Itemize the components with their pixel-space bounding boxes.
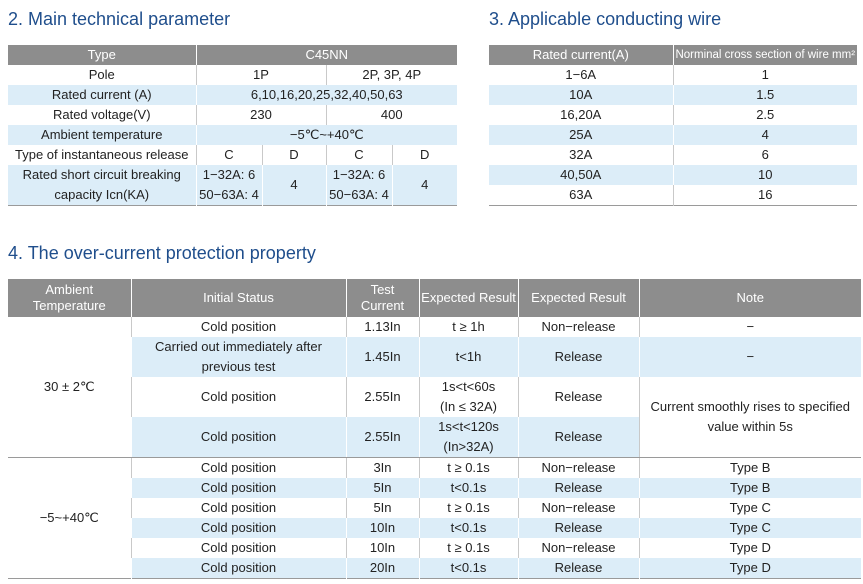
status-cell: Cold position (131, 317, 346, 337)
header-test-current (346, 279, 419, 317)
status-line1: Carried out immediately after (155, 339, 322, 354)
time-cell (419, 377, 518, 417)
type-value: C45NN (196, 45, 457, 65)
rated-current-label: Rated current (A) (8, 85, 196, 105)
note-line1: Current smoothly rises to specified (650, 399, 850, 414)
time-cell: t<0.1s (419, 478, 518, 498)
status-cell: Cold position (131, 538, 346, 558)
breaking-d-1: 4 (262, 165, 326, 206)
table-row (8, 317, 861, 337)
table-row (8, 105, 457, 125)
wire-section: 10 (673, 165, 857, 185)
table-row (8, 185, 457, 206)
current-cell: 1.45In (346, 337, 419, 377)
pole-label: Pole (8, 65, 196, 85)
ambient-value: −5℃~+40℃ (196, 125, 457, 145)
time-cell: t ≥ 1h (419, 317, 518, 337)
result-cell: Release (518, 377, 639, 417)
table-header-row (8, 45, 457, 65)
current-cell: 20In (346, 558, 419, 579)
result-cell: Release (518, 478, 639, 498)
table-row (8, 377, 861, 417)
current-cell: 2.55In (346, 377, 419, 417)
wire-current: 1−6A (489, 65, 673, 85)
wire-section: 1 (673, 65, 857, 85)
table-row (489, 85, 857, 105)
status-cell: Cold position (131, 478, 346, 498)
table-row (8, 337, 861, 377)
note-cell-smooth-rise (639, 377, 861, 458)
wire-current: 10A (489, 85, 673, 105)
table-row (489, 185, 857, 206)
wire-section: 6 (673, 145, 857, 165)
current-cell: 5In (346, 478, 419, 498)
status-cell: Cold position (131, 458, 346, 479)
result-cell: Release (518, 518, 639, 538)
time-cell: t<0.1s (419, 518, 518, 538)
wire-section: 4 (673, 125, 857, 145)
rated-voltage-value-1: 230 (196, 105, 326, 125)
breaking-label-1: Rated short circuit breaking (8, 165, 196, 185)
time-cell: t<1h (419, 337, 518, 377)
wire-current: 16,20A (489, 105, 673, 125)
table-row (8, 65, 457, 85)
time-cell (419, 417, 518, 458)
table-row (8, 538, 861, 558)
rated-voltage-label: Rated voltage(V) (8, 105, 196, 125)
time-line2: (In ≤ 32A) (440, 399, 497, 414)
result-cell: Non−release (518, 317, 639, 337)
time-cell: t ≥ 0.1s (419, 538, 518, 558)
status-cell: Cold position (131, 377, 346, 417)
header-ambient-line1: Ambient (45, 282, 94, 297)
breaking-d-2: 4 (392, 165, 457, 206)
result-cell: Non−release (518, 498, 639, 518)
note-cell: Type C (639, 498, 861, 518)
header-test-line1: Test (370, 282, 395, 297)
current-cell: 2.55In (346, 417, 419, 458)
release-c-2: C (326, 145, 392, 165)
wire-section: 1.5 (673, 85, 857, 105)
table-row (8, 145, 457, 165)
wire-current: 25A (489, 125, 673, 145)
result-cell: Release (518, 337, 639, 377)
wire-header-current: Rated current(A) (489, 45, 673, 65)
table-row (489, 65, 857, 85)
status-cell (131, 337, 346, 377)
table-row (8, 458, 861, 479)
release-label: Type of instantaneous release (8, 145, 196, 165)
current-cell: 10In (346, 538, 419, 558)
release-c-1: C (196, 145, 262, 165)
rated-voltage-value-2: 400 (326, 105, 457, 125)
result-cell: Non−release (518, 458, 639, 479)
current-cell: 3In (346, 458, 419, 479)
status-cell: Cold position (131, 498, 346, 518)
time-cell: t<0.1s (419, 558, 518, 579)
table-row (489, 105, 857, 125)
time-line2: (In>32A) (443, 439, 494, 454)
status-cell: Cold position (131, 518, 346, 538)
time-line1: 1s<t<60s (441, 379, 496, 394)
note-cell: Type C (639, 518, 861, 538)
status-cell: Cold position (131, 558, 346, 579)
table-row (489, 145, 857, 165)
status-cell: Cold position (131, 417, 346, 458)
ambient-range: −5~+40℃ (8, 458, 131, 579)
header-ambient-line2: Temperature (32, 298, 106, 313)
time-cell: t ≥ 0.1s (419, 498, 518, 518)
header-expected-time: Expected Result (419, 279, 518, 317)
table-row (8, 165, 457, 185)
pole-value-1: 1P (196, 65, 326, 85)
header-expected-result: Expected Result (518, 279, 639, 317)
note-cell: Type B (639, 458, 861, 479)
note-cell: Type B (639, 478, 861, 498)
time-cell: t ≥ 0.1s (419, 458, 518, 479)
breaking-c-1a: 1−32A: 6 (196, 165, 262, 185)
note-cell: − (639, 337, 861, 377)
header-ambient (8, 279, 131, 317)
header-test-line2: Current (360, 298, 405, 313)
wire-current: 40,50A (489, 165, 673, 185)
wire-current: 32A (489, 145, 673, 165)
result-cell: Release (518, 558, 639, 579)
wire-current: 63A (489, 185, 673, 206)
status-line2: previous test (201, 359, 276, 374)
table-row (8, 85, 457, 105)
overcurrent-protection-table (8, 279, 861, 579)
table-header-row (8, 279, 861, 317)
wire-header-section: Norminal cross section of wire mm² (673, 45, 857, 65)
section2-title: 2. Main technical parameter (8, 9, 231, 29)
release-d-1: D (262, 145, 326, 165)
time-line1: 1s<t<120s (438, 419, 499, 434)
note-line2: value within 5s (707, 419, 793, 434)
section3-title: 3. Applicable conducting wire (489, 9, 722, 29)
header-initial-status: Initial Status (131, 279, 346, 317)
result-cell: Release (518, 417, 639, 458)
conducting-wire-table (489, 45, 857, 206)
current-cell: 1.13In (346, 317, 419, 337)
ambient-30: 30 ± 2℃ (8, 317, 131, 458)
type-label: Type (8, 45, 196, 65)
wire-section: 16 (673, 185, 857, 206)
table-row (8, 125, 457, 145)
breaking-label-2: capacity Icn(KA) (8, 185, 196, 206)
table-row (8, 498, 861, 518)
header-note: Note (639, 279, 861, 317)
result-cell: Non−release (518, 538, 639, 558)
ambient-label: Ambient temperature (8, 125, 196, 145)
note-cell: Type D (639, 558, 861, 579)
breaking-c-1b: 50−63A: 4 (196, 185, 262, 206)
current-cell: 5In (346, 498, 419, 518)
table-row (8, 478, 861, 498)
section4-title: 4. The over-current protection property (8, 243, 316, 263)
table-header-row (489, 45, 857, 65)
wire-section: 2.5 (673, 105, 857, 125)
note-cell: − (639, 317, 861, 337)
current-cell: 10In (346, 518, 419, 538)
pole-value-2: 2P, 3P, 4P (326, 65, 457, 85)
technical-parameter-table (8, 45, 457, 206)
breaking-c-2b: 50−63A: 4 (326, 185, 392, 206)
note-cell: Type D (639, 538, 861, 558)
rated-current-value: 6,10,16,20,25,32,40,50,63 (196, 85, 457, 105)
table-row (489, 165, 857, 185)
table-row (489, 125, 857, 145)
release-d-2: D (392, 145, 457, 165)
table-row (8, 518, 861, 538)
breaking-c-2a: 1−32A: 6 (326, 165, 392, 185)
table-row (8, 558, 861, 579)
